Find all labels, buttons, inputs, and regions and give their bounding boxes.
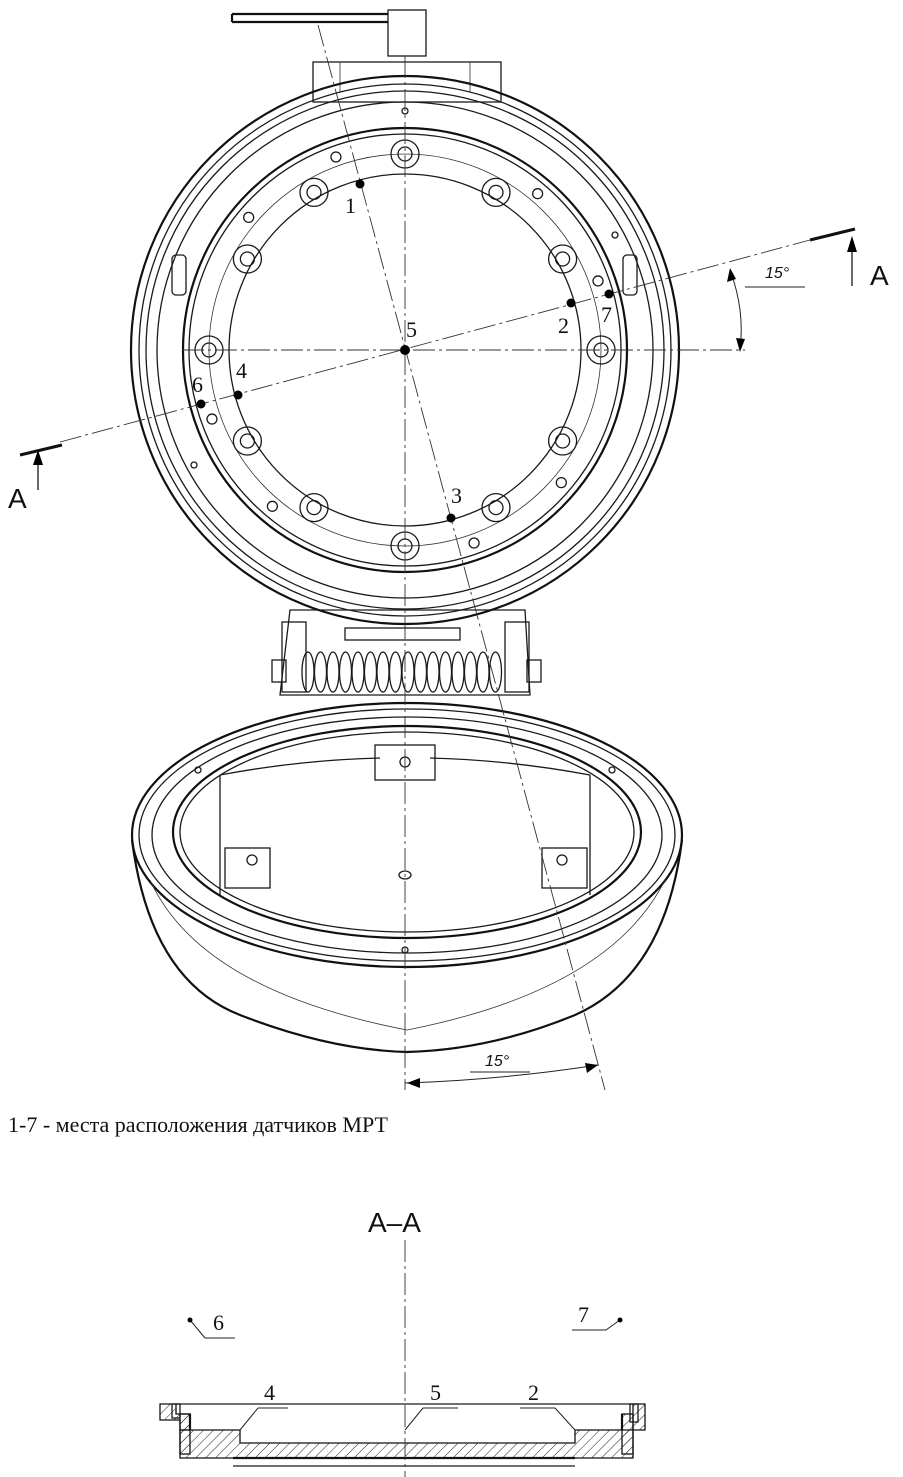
spring-turn	[452, 652, 464, 692]
bolt-lug	[482, 494, 510, 522]
spring-turn	[465, 652, 477, 692]
spring-turn	[352, 652, 364, 692]
spring-turn	[302, 652, 314, 692]
angle-label-top: 15°	[765, 265, 790, 282]
bolt-hole	[307, 185, 321, 199]
small-hole	[533, 189, 543, 199]
sensor-7-label: 7	[601, 302, 612, 327]
bolt-lug	[549, 427, 577, 455]
section-sensor-6-label: 6	[213, 1310, 224, 1335]
spring-turn	[365, 652, 377, 692]
small-hole	[267, 501, 277, 511]
small-hole	[244, 212, 254, 222]
spring-turn	[490, 652, 502, 692]
sensor-1-label: 1	[345, 193, 356, 218]
spring-turn	[477, 652, 489, 692]
base-body	[132, 703, 682, 1052]
sensor-5-label: 5	[406, 317, 417, 342]
bolt-lug	[300, 494, 328, 522]
spring-turn	[340, 652, 352, 692]
bolt-lug	[300, 178, 328, 206]
sensor-3-label: 3	[451, 483, 462, 508]
section-sensor-2-label: 2	[528, 1380, 539, 1405]
bolt-lug	[482, 178, 510, 206]
axis-lines	[60, 25, 810, 1090]
small-hole	[556, 478, 566, 488]
small-hole	[331, 152, 341, 162]
bolt-lug	[233, 245, 261, 273]
bolt-hole	[240, 434, 254, 448]
angle-label-bottom: 15°	[485, 1053, 510, 1070]
caption: 1-7 - места расположения датчиков МРТ	[8, 1112, 388, 1137]
sensor-6-label: 6	[192, 372, 203, 397]
bolt-lug	[549, 245, 577, 273]
hinge-spring	[272, 610, 541, 695]
bolt-lug	[233, 427, 261, 455]
sensor-6-point	[197, 400, 206, 409]
spring-turn	[402, 652, 414, 692]
spring-coil	[302, 652, 502, 692]
section-title: А–А	[368, 1207, 421, 1238]
cut-label-left: А	[8, 483, 27, 514]
sensor-2-point	[567, 299, 576, 308]
spring-turn	[390, 652, 402, 692]
sensor-4-point	[234, 391, 243, 400]
top-bracket	[232, 10, 501, 102]
section-sensor-4-label: 4	[264, 1380, 275, 1405]
bolt-hole	[240, 252, 254, 266]
sensor-3-point	[447, 514, 456, 523]
sensor-1-point	[356, 180, 365, 189]
spring-turn	[427, 652, 439, 692]
section-sensor-5-label: 5	[430, 1380, 441, 1405]
section-view	[160, 1240, 645, 1477]
spring-turn	[327, 652, 339, 692]
sensor-4-label: 4	[236, 358, 247, 383]
cut-label-right: А	[870, 260, 889, 291]
sensor-5-point	[400, 345, 410, 355]
small-hole	[593, 276, 603, 286]
sensor-2-label: 2	[558, 313, 569, 338]
spring-turn	[377, 652, 389, 692]
spring-turn	[315, 652, 327, 692]
small-hole	[469, 538, 479, 548]
bolt-hole	[307, 501, 321, 515]
bolt-hole	[556, 252, 570, 266]
plan-sensors	[192, 180, 614, 523]
sensor-7-point	[605, 290, 614, 299]
spring-turn	[415, 652, 427, 692]
bolt-hole	[489, 501, 503, 515]
section-sensor-7-label: 7	[578, 1302, 589, 1327]
bolt-hole	[489, 185, 503, 199]
bolt-hole	[556, 434, 570, 448]
small-hole	[207, 414, 217, 424]
spring-turn	[440, 652, 452, 692]
